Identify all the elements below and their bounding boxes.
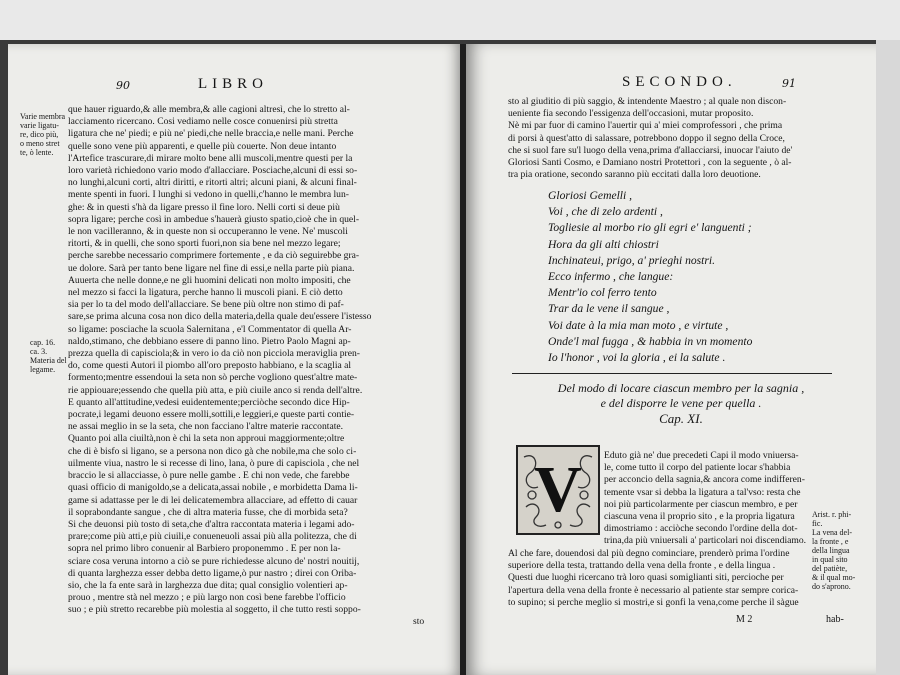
side-note-line: Materia del [30,356,67,365]
text-line: per acconcio della sagnia,& ancora come indifferen- [604,474,805,486]
left-side-note-2 [30,338,67,374]
text-line: Al che fare, douendosi dal più degno cominciare, prenderò prima l'ordine [508,548,790,559]
decorated-initial [516,445,600,535]
right-running-head: SECONDO. [622,74,737,90]
text-line: Eduto già ne' due precedeti Capi il modo vniuersa- [604,450,799,461]
text-line: uilmente viua, nastro le si recesse di lino, lana, ò pure di capisciola , che nel [68,457,360,469]
text-line: sopra nel primo libro conuenir al Barbiero proponemmo . E per non la- [68,543,341,555]
text-line: to supino; si perche meglio si mostri,e si gonfi la vena,come perche il sàgue [508,596,799,608]
text-line: nel mezzo si facci la ligatura, perche hanno li muscoli piani. E ciò detto [68,287,343,299]
left-body-text [68,104,452,617]
side-note-line: o meno stret [20,139,60,148]
text-line: noi più particolarmente per ciascun membro, e per [604,498,798,510]
text-line: le, come tutto il corpo del patiente locar s'habbia [604,462,791,474]
text-line: di quanta larghezza esser debba detto ligame,ò pur nastro ; direi con Oriba- [68,567,357,579]
text-line: ritorti, & in quelli, che sono sporti fuori,non sia bene nel mezzo legare; [68,238,341,250]
text-line: do s'aprono. [812,582,851,591]
text-line: quasi officio di manigoldo,se a delicata,assai nobile , e morbidetta Dama li- [68,482,358,494]
side-note-line: Varie membra [20,112,66,121]
text-line: lacciamento ricercano. Cosi vediamo nelle cosce conuenirsi più stretta [68,116,338,128]
text-line: dimostriamo : acciòche secondo l'ordine della dot- [604,523,798,535]
text-line: prouo , mentre stà nel mezzo ; e più largo non così bene farebbe l'officio [68,592,346,604]
text-line: tra pia oratione, secondo saranno più eccitati dalla loro deuotione. [508,169,761,181]
chapter-heading-number: Cap. XI. [659,411,703,426]
chapter-opening-text [604,450,844,548]
text-line: perche sarebbe necessario comprimere fortemente , e da ciò seguirebbe gra- [68,250,360,262]
left-page-number: 90 [116,79,130,92]
text-line: Io l'honor , voi la gloria , ei la salute . [548,351,726,365]
scan-background-right [876,40,900,675]
text-line: l'apertura della vena della fronte è necessario al patiente star sempre corica- [508,584,799,596]
text-line: superiore della testa, trattando della vena della fronte , e della lingua . [508,560,776,572]
chapter-body-text [508,548,848,609]
text-line: ghe: & in questi s'hà da ligare presso il fine loro. Nelli corti si deue più [68,201,340,213]
text-line: la fronte , e [812,537,849,546]
drop-cap-letter: V [534,453,582,526]
text-line: mente spenti in fuori. I lunghi si vedono in quelli,c'hanno le membra lun- [68,189,349,201]
text-line: braccio le si allacciasse, ò pure nelle gambe . E chi non vede, che farebbe [68,470,350,482]
text-line: sto al giuditio di più saggio, & intendente Maestro ; al quale non discon- [508,96,787,107]
text-line: di porsi à quest'atto di salassare, potrebbono doppo il segno della Croce, [508,132,785,144]
right-page [466,44,876,675]
text-line: que hauer riguardo,& alle membra,& alle cagioni altresì, che lo stretto al- [68,104,350,115]
text-line: l'Artefice trascurare,di mirare molto bene alli muscoli,mentre questi per la [68,152,353,164]
text-line: game si adattasse per le di lei delicatemembra allacciare, ad effetto di cauar [68,494,358,506]
text-line: sciare cosa veruna intorno a ciò se pure richiedesse alcuno de' nostri nouitij, [68,555,360,567]
right-catchword: hab- [826,614,844,625]
text-line: sare,se prima alcuna cosa non dico della materia,della quale deu'essere l'istesso [68,311,372,323]
side-note-line: varie ligatu- [20,121,59,130]
text-line: Inchinateui, prigo, a' prieghi nostri. [548,253,716,267]
left-side-note-1 [20,112,65,157]
text-line: quelle sono vene più apparenti, e quelle più couerte. Non deue intanto [68,140,337,152]
text-line: loro varietà richiedono vario modo d'allacciare. Posciache,alcuni di essi so- [68,165,358,177]
text-line: Si che deuonsi più tosto di seta,che d'altra raccontata materia i legami ado- [68,518,355,530]
text-line: Gloriosi Santi Cosmo, e Damiano nostri Protettori , con la seguente , ò al- [508,157,792,169]
text-line: Togliesie al morbo rio gli egri e' languenti ; [548,221,752,235]
text-line: ne assai meglio in se la seta, che non facciano l'altre materie raccontate. [68,421,344,433]
scan-background-top [0,0,900,40]
text-line: Voi date à la mia man moto , e virtute , [548,318,729,332]
text-line: ciascuna vena il proprio sito , e la propria ligatura [604,511,795,523]
side-note-line: legame. [30,365,56,374]
side-note-line: re, dico più, [20,130,59,139]
prayer-poem [548,188,752,366]
text-line: Questi due luoghi ricercano trà loro quasi somiglianti siti, percioche per [508,572,784,584]
text-line: formento;mentre essendoui la seta non sò perche vogliono quest'altre mate- [68,372,358,384]
text-line: Onde'l mal fugga , & habbia in vn momento [548,334,753,348]
text-line: naldo,stimano, che debbiano essere di panno lino. Pietro Paolo Magni ap- [68,335,351,347]
text-line: del patiète, [812,564,848,573]
text-line: do, come questi Autori il piombo all'oro preposto habbiano, e la scaglia al [68,360,352,372]
text-line: ue dolore. Sarà per tanto bene ligare nel fine di essi,e nella parte più piana. [68,262,355,274]
text-line: prare;come più atti,e più ciuili,e conueneuoli assai più alla politezza, che di [68,531,357,543]
text-line: che di è bisfo si ligano, se a persona non dico gà che nobile,ma che solo ci- [68,445,357,457]
text-line: Ecco infermo , che langue: [548,270,674,284]
text-line: sia per lo ta del modo dell'allacciare. Se bene più oltre non stimo di paf- [68,299,344,311]
left-page [8,44,462,675]
left-running-head: LIBRO [198,76,268,92]
text-line: le non vacilleranno, & in queste non si occuperanno le vene. Ne' muscoli [68,226,348,238]
left-catchword: sto [413,616,425,627]
text-line: & il qual mo- [812,573,856,582]
text-line: fic. [812,519,823,528]
text-line: sio, che la fa ente sarà in larghezza due dita; qual consiglio volentieri ap- [68,579,348,591]
chapter-heading-line: e del disporre le vene per quella . [600,396,762,410]
section-rule [512,373,832,374]
text-line: Hora da gli alti chiostri [548,237,659,251]
side-note-line: cap. 16. [30,338,56,347]
text-line: il soprabondante sangue , che di altra materia fusse, che di morbida seta? [68,506,348,518]
right-side-note [812,510,855,591]
right-page-number: 91 [782,77,796,90]
right-intro-text [508,96,848,181]
text-line: Nè mi par fuor di camino l'auertir qui a' miei comprofessori , che prima [508,120,783,132]
text-line: pocrate,i legami deuono essere molli,sottili,e leggieri,e queste parti contie- [68,409,355,421]
text-line: Mentr'io col ferro tento [548,286,657,300]
text-line: trina,da più vniuersali a' particolari noi discendiamo. [604,535,807,547]
text-line: rie appiouare;essendo che quella più atta, e più ciuile anco si renda dell'altre. [68,384,363,396]
text-line: che si suol fare su'l luogo della vena,prima d'allacciarsi, inuocar l'aiuto de' [508,144,793,156]
text-line: ligatura che ne' piedi; e più ne' piedi,che nelle braccia,e nelle mani. Perche [68,128,354,140]
text-line: Arist. r. phi- [812,510,852,519]
signature-mark: M 2 [736,614,753,625]
chapter-heading [486,381,876,426]
text-line: E quanto all'attitudine,vedesi euidentemente;perciòche secondo dice Hip- [68,396,350,408]
text-line: Auuerta che nelle donne,e ne gli huomini delicati non molto impositi, che [68,274,351,286]
text-line: no lunghi,alcuni corti, altri diritti, e ritorti altri; alcuni piani, & alcuni final- [68,177,357,189]
text-line: della lingua [812,546,850,555]
text-line: Gloriosi Gemelli , [548,189,633,202]
text-line: temente vsar si debba la ligatura a tal'vso: resta che [604,486,801,498]
chapter-heading-line: Del modo di locare ciascun membro per la sagnia , [557,381,805,395]
text-line: sopra ligare; perche così in ambedue s'hauerà giusto spatio,cioè che in quel- [68,213,360,225]
text-line: prezza quella di capisciola;& in vero io da ciò non picciola meraviglia pren- [68,348,360,360]
text-line: suo ; e più stretto recarebbe più molestia al soggetto, il che tutto resti soppo- [68,604,361,616]
text-line: Quanto poi alla ciuiltà,non è chi la seta non approui maggiormente;oltre [68,433,345,445]
side-note-line: te, ò lente. [20,148,54,157]
text-line: in qual sito [812,555,848,564]
text-line: so ligame: posciache la scuola Salernitana , e'l Commentator di quella Ar- [68,323,352,335]
text-line: ueniente fia secondo l'essigenza dell'occasioni, mutar proposito. [508,108,754,120]
text-line: La vena del- [812,528,852,537]
text-line: Trar da le vene il sangue , [548,302,670,316]
text-line: Voi , che di zelo ardenti , [548,205,663,219]
side-note-line: ca. 3. [30,347,48,356]
